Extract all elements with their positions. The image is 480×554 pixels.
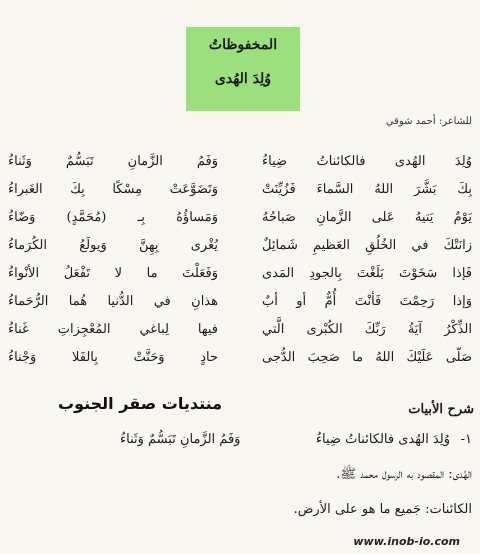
explained-verse — [0, 430, 480, 458]
verse-first-hemistich: زانَتْكَ في الخُلُقِ العَظيمِ شَمائِلٌ — [262, 238, 472, 253]
site-watermark: www.inob-io.com — [353, 535, 460, 548]
verse-first-hemistich: يَوْمٌ يَتيهُ عَلى الزَّمانِ صَباحُهُ — [262, 210, 472, 225]
verse-first-hemistich: الذِّكْرُ آيَةُ رَبِّكَ الكُبْرى الَّتي — [262, 322, 472, 337]
verse-first-hemistich: بِكَ بَشَّرَ اللهُ السَّماءَ فَزُيِّنَتْ — [262, 182, 472, 197]
verse-first-hemistich: وَإذا رَحِمْتَ فَأنْتَ أُمٌّ أو أبٌ — [262, 294, 472, 309]
section-title: المخفوظاتُ — [208, 37, 278, 53]
verse-second-hemistich: وَمَساؤُهُ بِـ (مُحَمَّدٍ) وَضّاءُ — [8, 210, 218, 225]
verse-second-hemistich: يُغْرى بِهِنَّ وَيولَعُ الكُرَماءُ — [8, 238, 218, 253]
verse-second-hemistich: وَفَعَلْتَ ما لا تَفْعَلُ الأنْواءُ — [8, 266, 218, 281]
verse-second-hemistich: فيها لِباغي المُعْجِزاتِ غَناءُ — [8, 322, 218, 337]
forum-watermark-text: منتديات صقر الجنوب — [58, 394, 223, 413]
verse — [0, 342, 480, 382]
verse-second-hemistich: وَفَمُ الزَّمانِ تَبَسُّمٌ وَثَناءُ — [8, 154, 218, 169]
explanation-heading: شرح الأبيات — [408, 402, 474, 417]
gloss-line: الكائنات: جَميع ما هو على الأرض. — [293, 502, 472, 517]
verse-second-hemistich: حادٍ وَحَنَّتْ بِالفَلا وَجْناءُ — [8, 350, 218, 365]
poet-credit: للشاعر: أحمد شوقي — [385, 116, 472, 127]
verse-second-hemistich: هذانِ في الدُّنيا هُما الرُّحَماءُ — [8, 294, 218, 309]
explained-first-hemistich: وُلِدَ الهُدى فالكائناتُ ضِياءُ — [315, 432, 450, 447]
lesson-title-box — [186, 27, 300, 111]
verse-number: ١- — [460, 432, 472, 447]
gloss-line: الهُدى: المقصود به الرسول محمد ﷺ. — [336, 467, 472, 482]
verse-first-hemistich: صَلّى عَلَيْكَ اللهُ ما صَحِبَ الدُّجى — [262, 350, 472, 365]
verse-second-hemistich: وَتَضَوَّعَتْ مِسْكًا بِكَ الغَبراءُ — [8, 182, 218, 197]
verse-first-hemistich: فَإذا سَخَوْتَ بَلَغْتَ بِالجودِ المَدى — [262, 266, 472, 281]
verse-first-hemistich: وُلِدَ الهُدى فالكائناتُ ضِياءُ — [262, 154, 472, 169]
poem-title: وُلِدَ الهُدى — [214, 71, 272, 87]
explained-second-hemistich: وَفَمُ الزَّمانِ تَبَسُّمٌ وَثَناءُ — [120, 432, 241, 447]
